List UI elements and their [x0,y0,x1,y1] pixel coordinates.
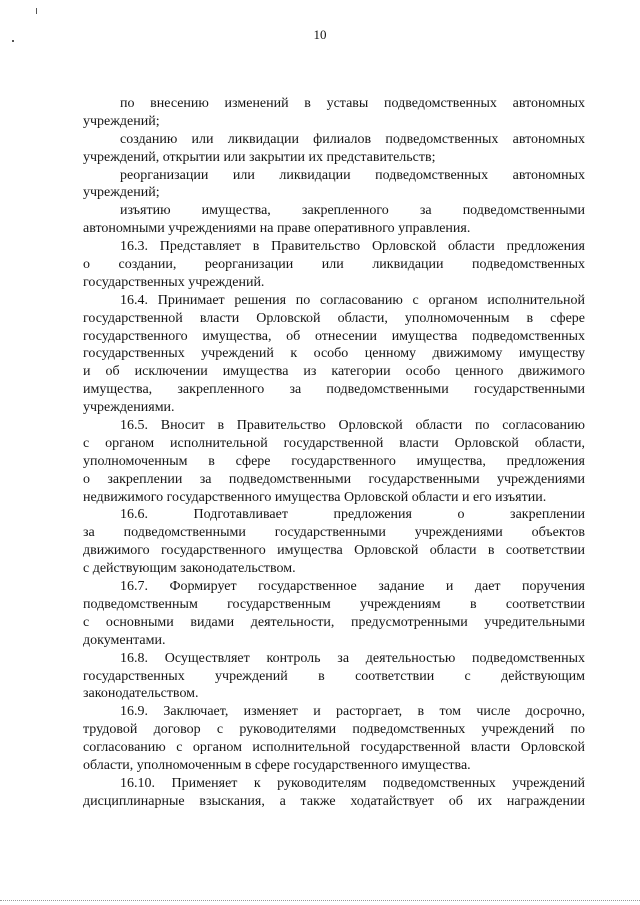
text-line: и об исключении имущества из категории особо ценного движимого [83,364,585,380]
text-line: трудовой договор с руководителями подведомственных учреждений по [83,722,585,738]
text-line: по внесению изменений в уставы подведомственных автономных [120,96,585,111]
text-line: с действующим законодательством. [83,561,296,577]
text-line: государственного имущества, об отнесении имущества подведомственных [83,328,585,344]
text-line: 16.4. Принимает решения по согласованию с органом исполнительной [120,292,585,308]
text-line: 16.10. Применяет к руководителям подведомственных учреждений [120,775,585,791]
text-line: государственной власти Орловской области, уполномоченным в сфере [83,310,585,326]
scan-mark [36,8,37,14]
text-line: государственных учреждений к особо ценному движимому имуществу [83,346,585,362]
text-line: автономными учреждениями на праве оперативного управления. [83,221,471,237]
text-line: за подведомственными государственными учреждениями объектов [83,525,585,541]
text-line: законодательством. [83,686,199,702]
text-line: изъятию имущества, закрепленного за подведомственными [120,203,585,219]
text-line: области, уполномоченным в сфере государственного имущества. [83,757,471,773]
text-line: учреждениями. [83,400,175,416]
text-line: дисциплинарные взыскания, а также ходатайствует об их награждении [83,793,585,809]
text-line: учреждений, открытии или закрытии их представительств; [83,149,436,165]
text-line: реорганизации или ликвидации подведомственных автономных [120,167,585,183]
scan-bottom-edge [0,900,640,901]
text-line: учреждений; [83,113,160,129]
text-line: государственных учреждений. [83,274,265,290]
text-line: документами. [83,632,166,648]
text-line: уполномоченным в сфере государственного имущества, предложения [83,453,585,469]
text-line: о создании, реорганизации или ликвидации подведомственных [83,257,585,273]
text-line: имущества, закрепленного за подведомственными государственными [83,382,585,398]
body-text [83,95,585,811]
text-line: с органом исполнительной государственной власти Орловской области, [83,435,585,451]
text-line: 16.6. Подготавливает предложения о закреплении [120,507,585,523]
text-line: движимого государственного имущества Орловской области в соответствии [83,543,585,559]
text-line: созданию или ликвидации филиалов подведомственных автономных [120,131,585,147]
text-line: подведомственным государственным учреждениям в соответствии [83,596,585,612]
text-line: согласованию с органом исполнительной государственной власти Орловской [83,740,585,756]
text-line: недвижимого государственного имущества Орловской области и его изъятии. [83,489,547,505]
page-number: 10 [313,27,327,42]
text-line: государственных учреждений в соответствии с действующим [83,668,585,684]
text-line: 16.5. Вносит в Правительство Орловской области по согласованию [120,418,585,434]
text-line: 16.8. Осуществляет контроль за деятельностью подведомственных [120,650,585,666]
text-line: о закреплении за подведомственными государственными учреждениями [83,471,585,487]
text-line: 16.9. Заключает, изменяет и расторгает, в том числе досрочно, [120,704,585,720]
text-line: учреждений; [83,185,160,201]
text-line: с основными видами деятельности, предусмотренными учредительными [83,614,585,630]
text-line: 16.7. Формирует государственное задание и дает поручения [120,579,585,595]
text-line: 16.3. Представляет в Правительство Орловской области предложения [120,239,585,255]
